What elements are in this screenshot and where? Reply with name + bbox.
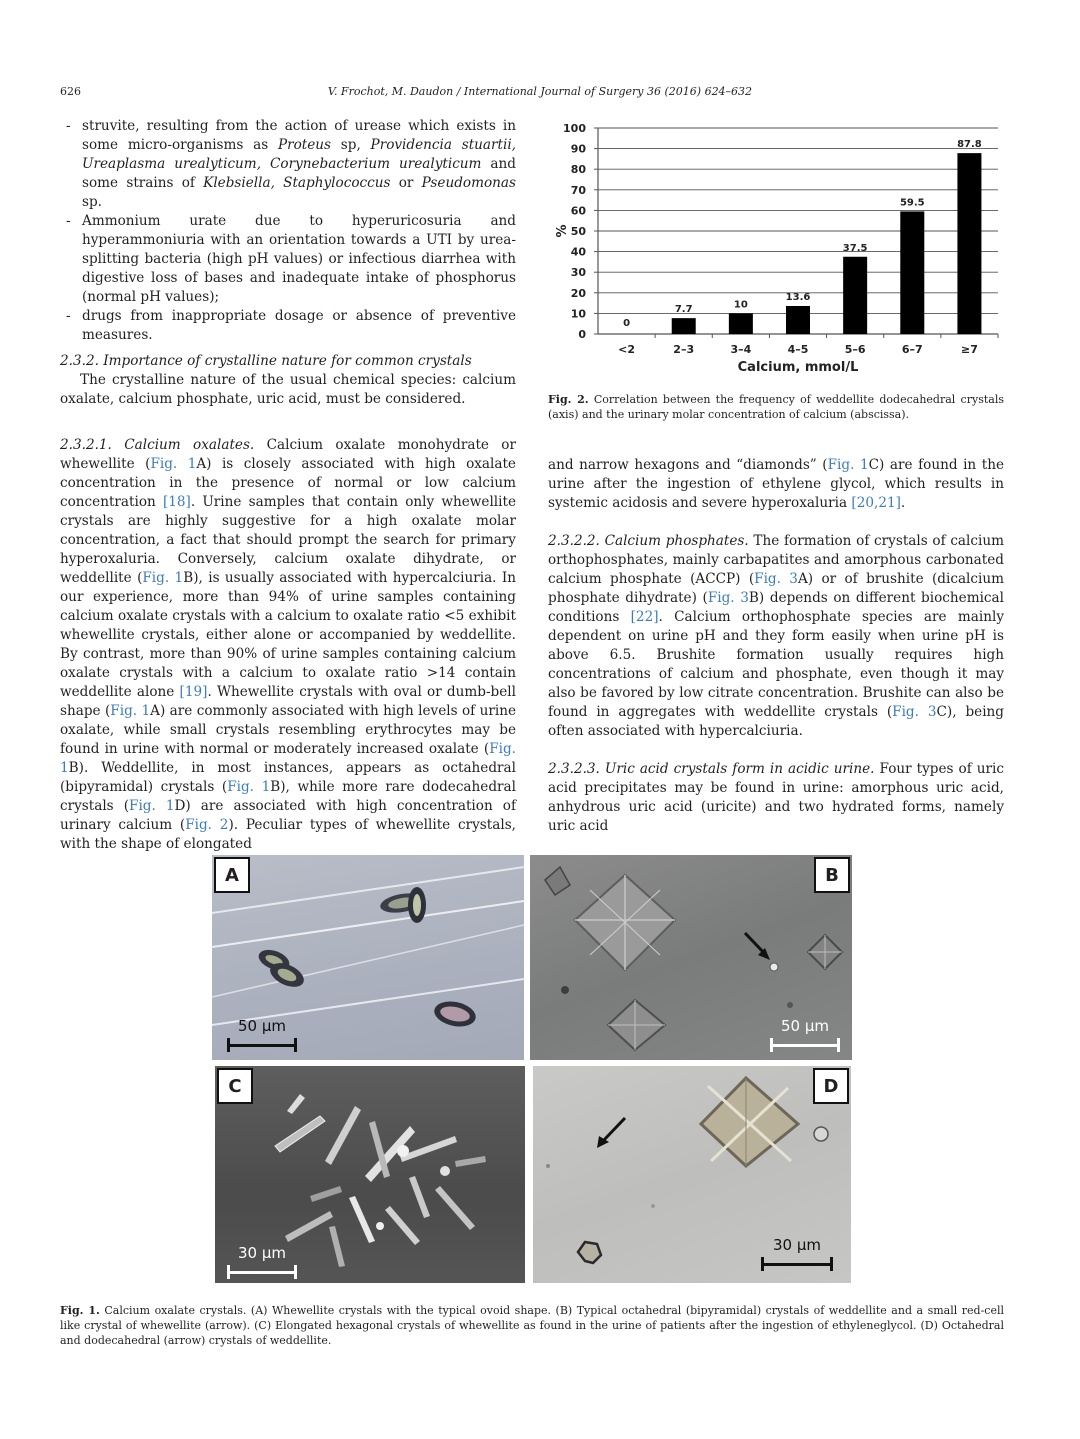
data-label: 10 xyxy=(733,299,748,311)
bullet-dash: - xyxy=(66,213,71,229)
paragraph: and narrow hexagons and “diamonds” (Fig. 1C) are found in the urine after the ingestion of ethylene glycol, which results in systemic acidosis and severe hyperoxaluria [20,21]. xyxy=(548,457,1004,511)
figure-link[interactable]: Fig. 3 xyxy=(754,571,798,587)
section-heading: 2.3.2.1. Calcium oxalates. xyxy=(60,437,255,453)
data-label: 37.5 xyxy=(842,242,868,254)
section-2-3-2-1 xyxy=(60,436,516,854)
data-label: 0 xyxy=(623,318,631,329)
section-2-3-2-3 xyxy=(548,760,1004,836)
y-tick-label: 0 xyxy=(578,328,586,341)
list-item xyxy=(60,117,516,212)
figure-link[interactable]: Fig. 1 xyxy=(60,741,516,776)
y-tick-label: 30 xyxy=(570,266,586,280)
bullet-dash: - xyxy=(66,308,71,324)
x-tick-label: <2 xyxy=(618,343,636,356)
figure-link[interactable]: Fig. 1 xyxy=(142,570,184,586)
panel-label: B xyxy=(814,857,850,893)
figure-1-panel-c xyxy=(215,1066,525,1283)
section-heading: 2.3.2.2. Calcium phosphates. xyxy=(548,533,749,549)
section-2-3-2-2 xyxy=(548,532,1004,741)
figure-link[interactable]: Fig. 3 xyxy=(707,590,749,606)
reference-link[interactable]: [19] xyxy=(179,684,208,700)
bullet-text: Ammonium urate due to hyperuricosuria and hyperammoniuria with an orientation towards a UTI by urea-splitting bacteria (high pH values) or infectious diarrhea with digestive loss of bases and inadequate intake of phosphorus (normal pH values); xyxy=(82,213,516,305)
right-column xyxy=(548,456,1004,513)
journal-citation: V. Frochot, M. Daudon / International Journal of Surgery 36 (2016) 624–632 xyxy=(327,85,753,98)
data-label: 87.8 xyxy=(957,139,982,151)
bar xyxy=(672,318,696,334)
y-tick-label: 60 xyxy=(570,204,586,218)
page-number: 626 xyxy=(60,85,81,98)
y-axis-label: % xyxy=(555,224,570,238)
figure-1-caption xyxy=(60,1303,1004,1348)
x-axis-label: Calcium, mmol/L xyxy=(737,360,859,375)
list-item xyxy=(60,307,516,345)
x-tick-label: 5–6 xyxy=(844,343,866,356)
panel-label: D xyxy=(813,1068,849,1104)
x-tick-label: 3–4 xyxy=(730,343,752,356)
figure-1-panel-b xyxy=(530,855,852,1060)
list-item xyxy=(60,212,516,307)
section-heading: 2.3.2. Importance of crystalline nature for common crystals xyxy=(60,353,472,369)
scale-label: 30 μm xyxy=(237,1244,286,1262)
paragraph: 2.3.2.1. Calcium oxalates. Calcium oxalate monohydrate or whewellite (Fig. 1A) is closely associated with high oxalate concentration in the presence of normal or low calcium concentration [18]. Urine samples that contain only whewellite crystals are highly suggestive for a high oxalate molar concentration, a fact that should prompt the search for primary hyperoxaluria. Conversely, calcium oxalate dihydrate, or weddellite (Fig. 1B), is usually associated with hypercalciuria. In our experience, more than 94% of urine samples containing calcium oxalate crystals with a calcium to oxalate ratio <5 exhibit whewellite crystals, either alone or accompanied by weddellite. By contrast, more than 90% of urine samples containing calcium oxalate crystals with a calcium to oxalate ratio >14 contain weddellite alone [19]. Whewellite crystals with oval or dumb-bell shape (Fig. 1A) are commonly associated with high levels of urine oxalate, while small crystals resembling erythrocytes may be found in urine with normal or moderately increased oxalate (Fig. 1B). Weddellite, in most instances, appears as octahedral (bipyramidal) crystals (Fig. 1B), while more rare dodecahedral crystals (Fig. 1D) are associated with high concentration of urinary calcium (Fig. 2). Peculiar types of whewellite crystals, with the shape of elongated xyxy=(60,437,516,852)
y-tick-label: 40 xyxy=(570,245,586,259)
y-tick-label: 100 xyxy=(563,122,586,135)
scale-bar xyxy=(770,1017,840,1052)
figure-link[interactable]: Fig. 1 xyxy=(110,703,151,719)
reference-link[interactable]: [22] xyxy=(630,609,659,625)
paragraph: The crystalline nature of the usual chemical species: calcium oxalate, calcium phosphate, uric acid, must be considered. xyxy=(60,372,516,407)
figure-link[interactable]: Fig. 3 xyxy=(892,704,937,720)
bar xyxy=(843,257,867,334)
bullet-dash: - xyxy=(66,118,71,134)
figure-1-panel-a xyxy=(212,855,524,1060)
figure-link[interactable]: Fig. 1 xyxy=(150,456,197,472)
scale-bar xyxy=(227,1244,297,1279)
y-tick-label: 90 xyxy=(570,142,586,156)
caption-text: Correlation between the frequency of weddellite dodecahedral crystals (axis) and the urinary molar concentration of calcium (abscissa). xyxy=(548,393,1004,421)
section-heading: 2.3.2.3. Uric acid crystals form in acidic urine. xyxy=(548,761,875,777)
figure-link[interactable]: Fig. 2 xyxy=(185,817,229,833)
bar xyxy=(729,313,753,334)
data-label: 7.7 xyxy=(674,304,693,316)
bullet-text: struvite, resulting from the action of urease which exists in some micro-organisms as Proteus sp, Providencia stuartii, Ureaplasma urealyticum, Corynebacterium urealyticum and some strains of Klebsiella, Staphylococcus or Pseudomonas sp. xyxy=(82,118,516,210)
paragraph: 2.3.2.3. Uric acid crystals form in acidic urine. Four types of uric acid precipitates may be found in urine: amorphous uric acid, anhydrous uric acid (uricite) and two hydrated forms, namely uric acid xyxy=(548,761,1004,834)
x-tick-label: ≥7 xyxy=(960,343,978,356)
y-tick-label: 50 xyxy=(570,225,586,238)
y-tick-label: 20 xyxy=(570,286,586,300)
y-tick-label: 70 xyxy=(570,183,586,197)
scale-label: 50 μm xyxy=(780,1017,829,1035)
scale-label: 30 μm xyxy=(772,1236,821,1254)
bar xyxy=(957,153,981,334)
x-tick-label: 6–7 xyxy=(901,343,923,356)
scale-bar xyxy=(761,1236,833,1271)
scale-bar xyxy=(227,1017,297,1052)
bullet-text: drugs from inappropriate dosage or absence of preventive measures. xyxy=(82,308,516,343)
caption-label: Fig. 1. xyxy=(60,1304,100,1317)
reference-link[interactable]: [18] xyxy=(162,494,191,510)
caption-label: Fig. 2. xyxy=(548,393,589,406)
data-label: 13.6 xyxy=(785,291,811,303)
left-column xyxy=(60,117,516,345)
section-2-3-2 xyxy=(60,352,516,409)
bar-chart xyxy=(548,112,1008,382)
x-tick-label: 2–3 xyxy=(673,343,695,356)
figure-1-panel-d xyxy=(533,1066,851,1283)
bar xyxy=(900,211,924,334)
paragraph: 2.3.2.2. Calcium phosphates. The formation of crystals of calcium orthophosphates, mainly carbapatites and amorphous carbonated calcium phosphate (ACCP) (Fig. 3A) or of brushite (dicalcium phosphate dihydrate) (Fig. 3B) depends on different biochemical conditions [22]. Calcium orthophosphate species are mainly dependent on urine pH and they form easily when urine pH is above 6.5. Brushite formation usually requires high concentrations of calcium and phosphate, even though it may also be favored by low citrate concentration. Brushite can also be found in aggregates with weddellite crystals (Fig. 3C), being often associated with hypercalciuria. xyxy=(548,533,1005,739)
figure-link[interactable]: Fig. 1 xyxy=(227,779,271,795)
scale-label: 50 μm xyxy=(237,1017,286,1035)
y-tick-label: 80 xyxy=(570,163,586,177)
figure-2-chart xyxy=(548,112,1008,382)
reference-link[interactable]: [20,21] xyxy=(851,495,901,511)
data-label: 59.5 xyxy=(899,197,925,209)
figure-2-caption xyxy=(548,392,1004,422)
figure-link[interactable]: Fig. 1 xyxy=(827,457,869,473)
figure-link[interactable]: Fig. 1 xyxy=(129,798,175,814)
panel-label: A xyxy=(214,857,250,893)
panel-label: C xyxy=(217,1068,253,1104)
bar xyxy=(786,306,810,334)
x-tick-label: 4–5 xyxy=(787,343,809,356)
caption-text: Calcium oxalate crystals. (A) Whewellite crystals with the typical ovoid shape. (B) Typical octahedral (bipyramidal) crystals of weddellite and a small red-cell like crystal of whewellite (arrow). (C) Elongated hexagonal crystals of whewellite as found in the urine of patients after the ingestion of ethyleneglycol. (D) Octahedral and dodecahedral (arrow) crystals of weddellite. xyxy=(60,1304,1004,1347)
y-tick-label: 10 xyxy=(570,307,586,321)
